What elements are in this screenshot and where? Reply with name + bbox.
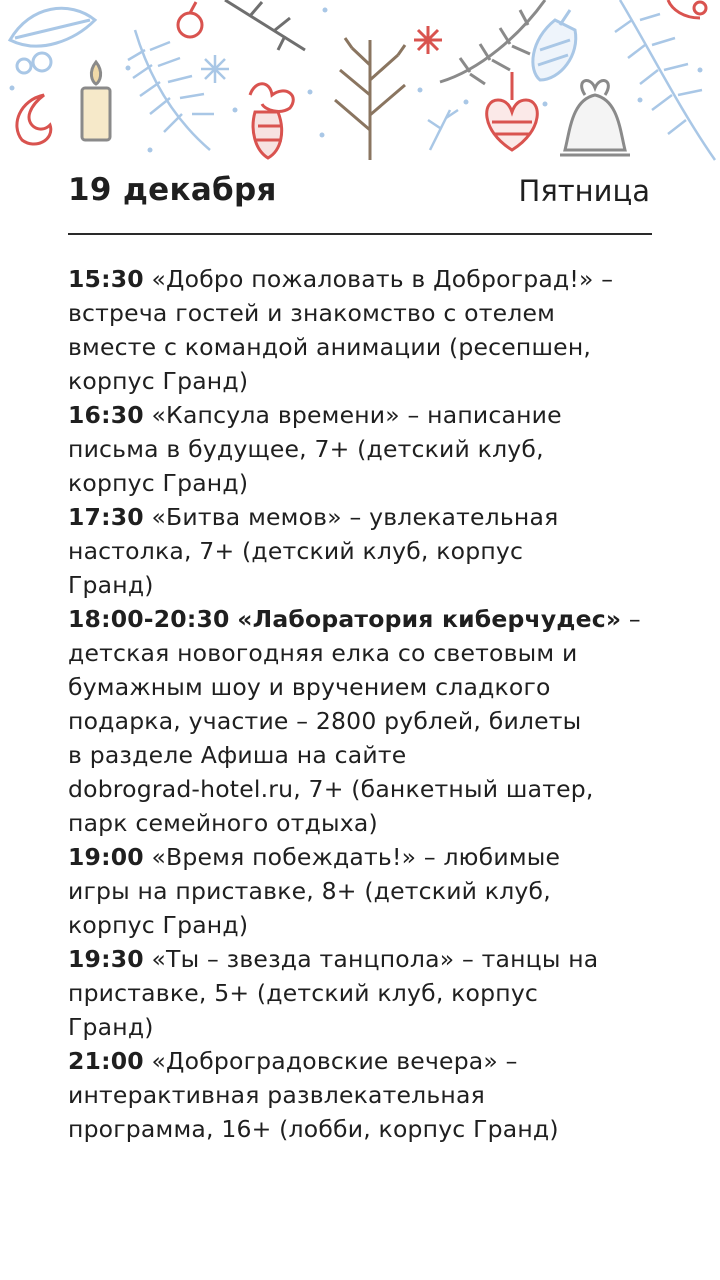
event-line: корпус Гранд) [68, 367, 249, 395]
event-title: «Добро пожаловать в Доброград!» [151, 265, 594, 293]
event-line: бумажным шоу и вручением сладкого [68, 673, 551, 701]
event-schedule [68, 262, 688, 1146]
event-item [68, 602, 688, 840]
event-line: встреча гостей и знакомство с отелем [68, 299, 556, 327]
berry-icon [668, 0, 706, 18]
event-line: 15:30 «Добро пожаловать в Доброград!» – [68, 265, 614, 293]
fir-branch-icon [615, 0, 715, 160]
event-line [68, 1044, 688, 1078]
event-title: «Лаборатория киберчудес» [237, 605, 622, 633]
bell-icon [560, 81, 630, 155]
snowflake-icon [414, 26, 442, 54]
event-line: в разделе Афиша на сайте [68, 741, 407, 769]
winter-decoration-banner [0, 0, 720, 175]
event-title: «Битва мемов» [151, 503, 342, 531]
event-line [68, 398, 688, 432]
event-description: – [628, 605, 641, 633]
event-item [68, 1044, 688, 1146]
event-line: интерактивная развлекательная [68, 1081, 485, 1109]
day-header [68, 172, 652, 218]
fir-branch-icon [128, 30, 214, 150]
event-title: «Капсула времени» [151, 401, 400, 429]
event-line [68, 602, 688, 636]
event-description: – [505, 1047, 518, 1075]
event-item [68, 500, 688, 602]
snowflake-icon [201, 55, 229, 83]
event-item [68, 840, 688, 942]
crescent-icon [17, 95, 51, 144]
event-description: – увлекательная [349, 503, 559, 531]
event-time: 19:30 [68, 945, 144, 973]
event-time: 16:30 [68, 401, 144, 429]
header-divider [68, 233, 652, 235]
event-description: – танцы на [461, 945, 599, 973]
pinecone-icon [533, 10, 576, 80]
candle-icon [82, 62, 110, 140]
event-line [68, 942, 688, 976]
event-line: детская новогодняя елка со световым и [68, 639, 578, 667]
twig-icon [428, 110, 458, 150]
event-line [68, 840, 688, 874]
weekday-label: Пятница [518, 174, 650, 208]
event-line: корпус Гранд) [68, 911, 249, 939]
event-line: парк семейного отдыха) [68, 809, 378, 837]
leaf-icon [10, 8, 95, 73]
event-line: письма в будущее, 7+ (детский клуб, [68, 435, 544, 463]
event-time: 15:30 [68, 265, 144, 293]
event-line: корпус Гранд) [68, 469, 249, 497]
event-line: dobrograd-hotel.ru, 7+ (банкетный шатер, [68, 775, 594, 803]
event-time: 17:30 [68, 503, 144, 531]
event-line [68, 500, 688, 534]
event-description: – написание [407, 401, 562, 429]
event-line: Гранд) [68, 571, 154, 599]
event-time: 18:00-20:30 [68, 605, 230, 633]
berry-icon [178, 2, 202, 37]
event-line: приставке, 5+ (детский клуб, корпус [68, 979, 539, 1007]
event-line: подарка, участие – 2800 рублей, билеты [68, 707, 582, 735]
event-title: «Ты – звезда танцпола» [151, 945, 455, 973]
event-line: вместе с командой анимации (ресепшен, [68, 333, 592, 361]
event-line: настолка, 7+ (детский клуб, корпус [68, 537, 524, 565]
event-item [68, 262, 688, 398]
event-item [68, 398, 688, 500]
tree-icon [335, 38, 405, 160]
heart-ornament-icon [487, 72, 538, 150]
event-title: «Время побеждать!» [151, 843, 417, 871]
date-label: 19 декабря [68, 172, 277, 208]
event-title: «Доброградовские вечера» [151, 1047, 498, 1075]
fir-branch-icon [440, 0, 545, 84]
event-description: – любимые [423, 843, 561, 871]
event-line: игры на приставке, 8+ (детский клуб, [68, 877, 551, 905]
event-time: 19:00 [68, 843, 144, 871]
event-line: программа, 16+ (лобби, корпус Гранд) [68, 1115, 559, 1143]
twig-icon [225, 0, 305, 50]
event-time: 21:00 [68, 1047, 144, 1075]
event-item [68, 942, 688, 1044]
event-line: Гранд) [68, 1013, 154, 1041]
ornament-icon [250, 84, 293, 158]
